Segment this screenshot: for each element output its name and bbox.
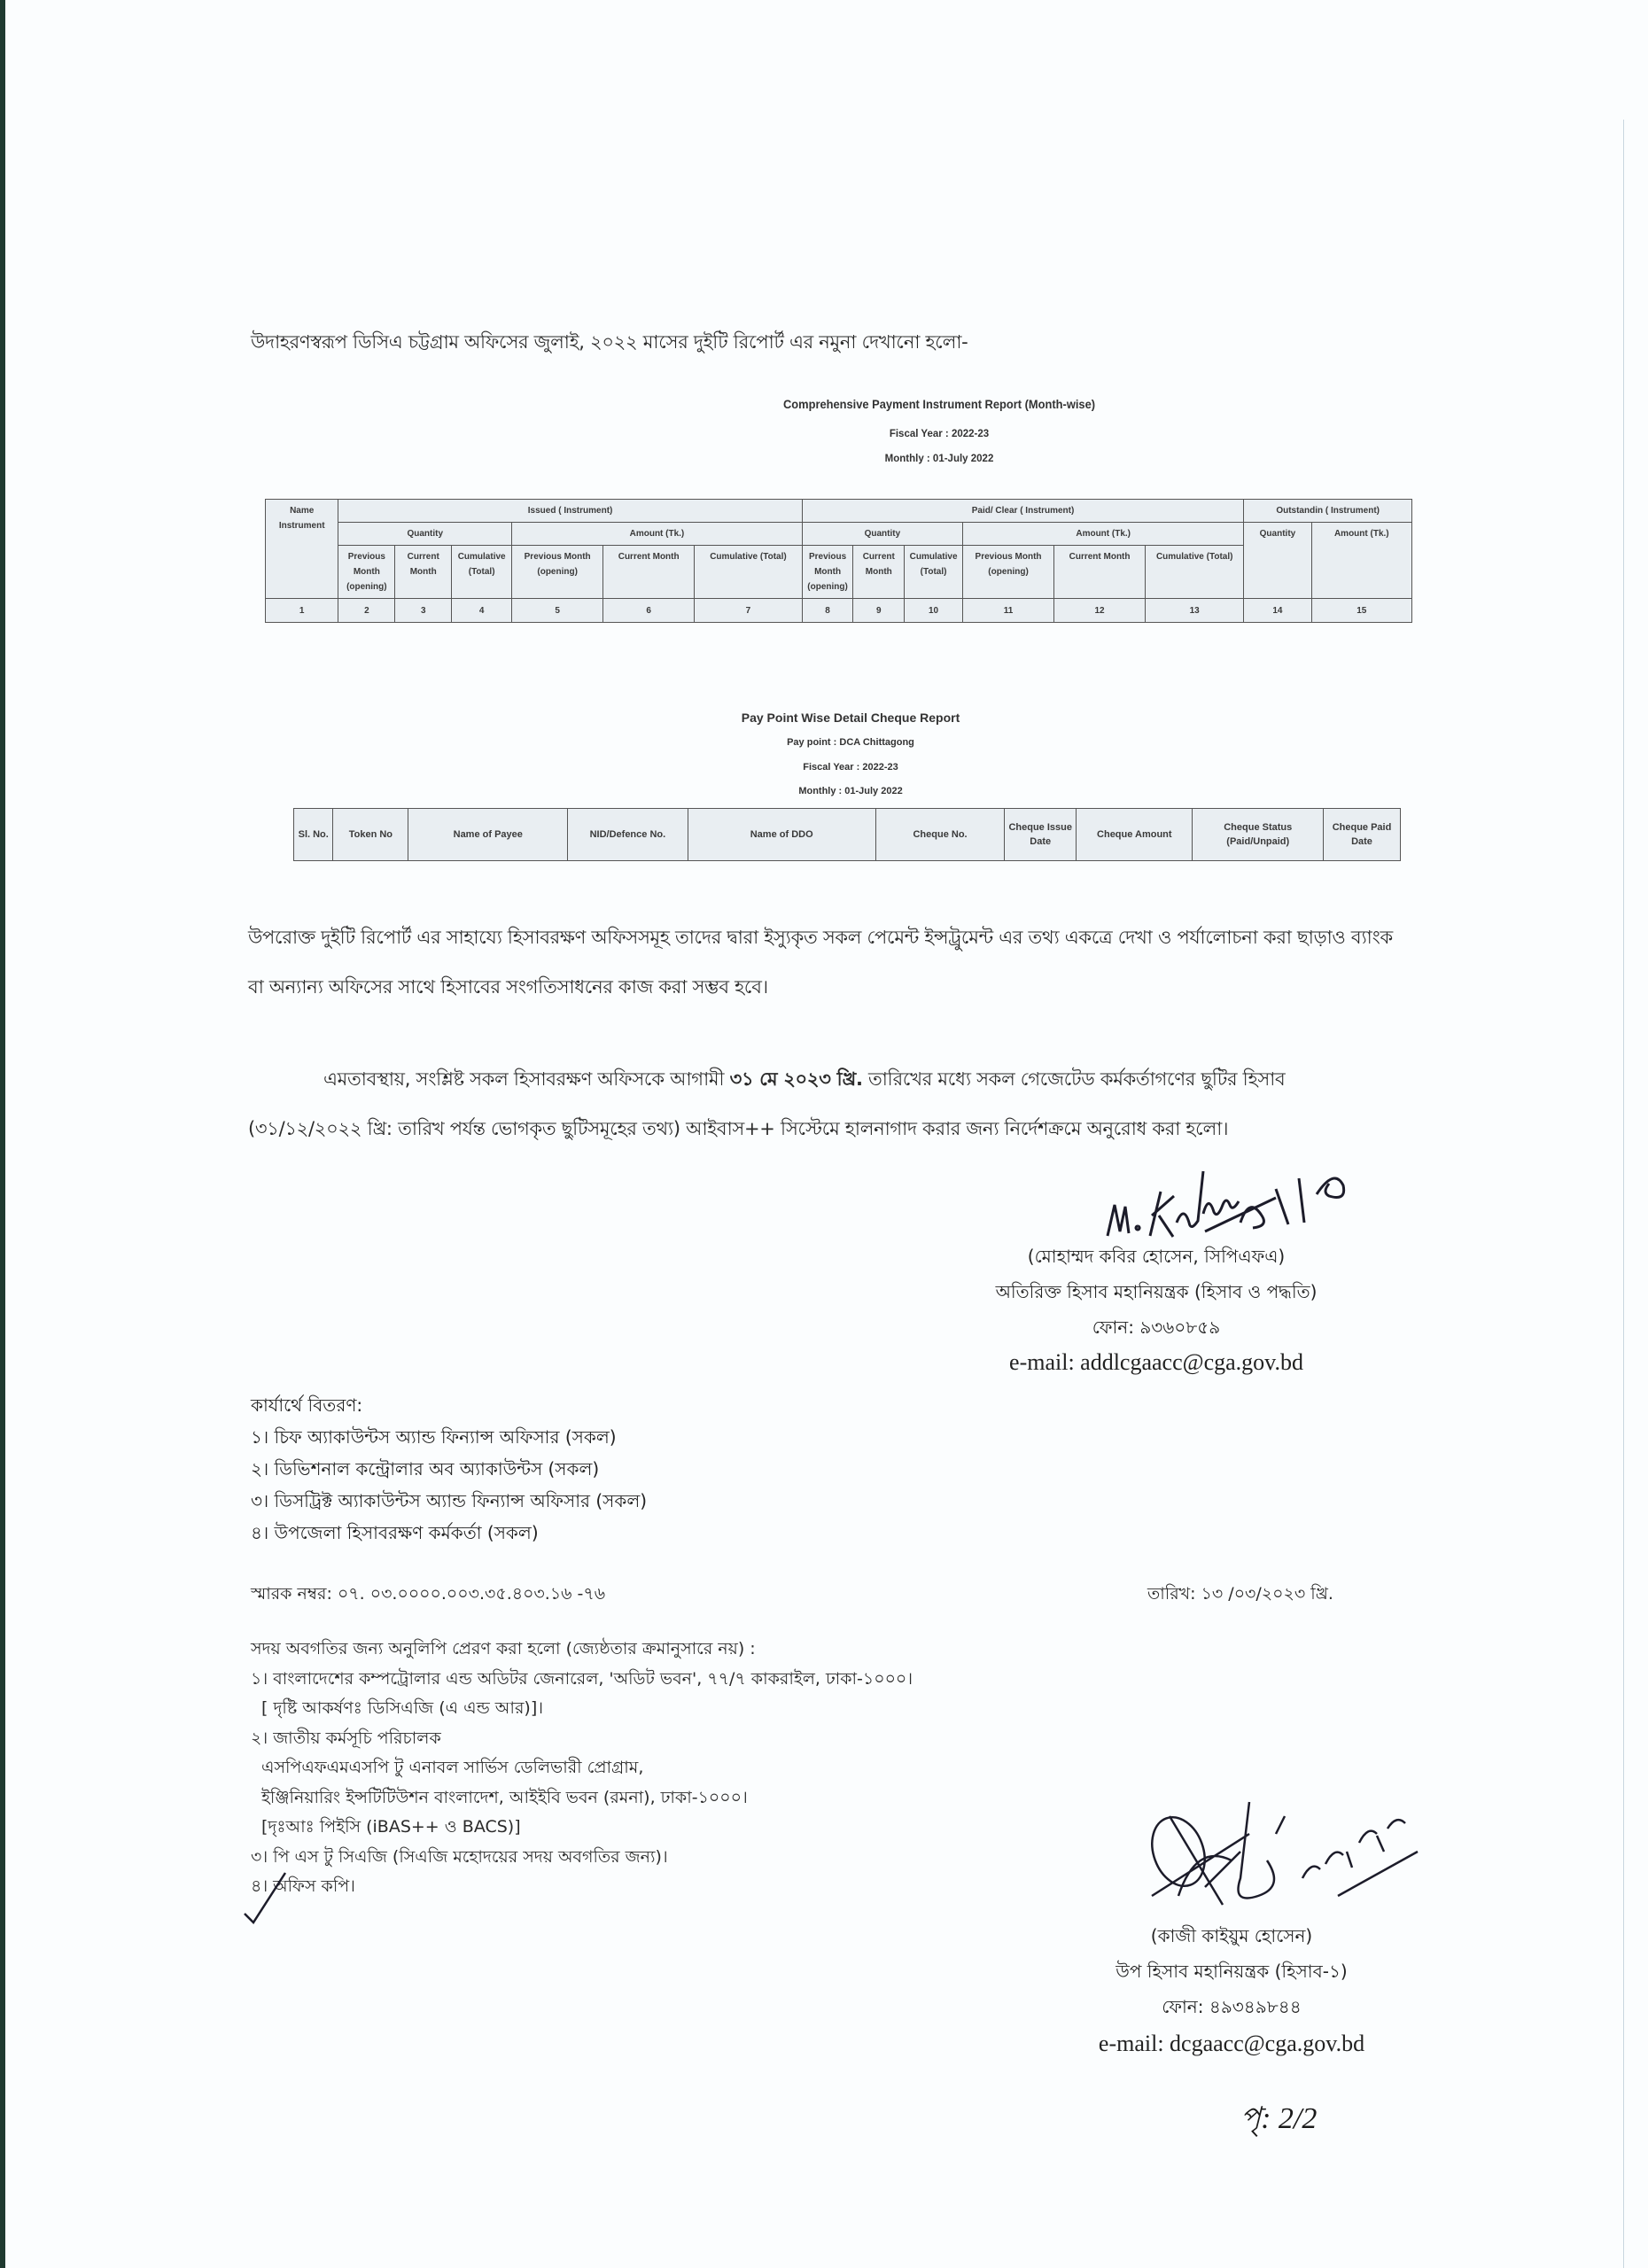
report2-fiscal-year: Fiscal Year : 2022-23 [803, 762, 898, 773]
header-issued-curr-amt: Current Month [603, 546, 695, 599]
header-issued-prev-qty: Previous Month (opening) [338, 546, 395, 599]
column-number: 1 [266, 599, 338, 623]
col-issue-date: Cheque Issue Date [1005, 809, 1077, 861]
header-paid-cum-qty: Cumulative (Total) [905, 546, 963, 599]
report1-monthly: Monthly : 01-July 2022 [884, 454, 994, 464]
col-paid-date: Cheque Paid Date [1324, 809, 1401, 861]
header-issued-cum-qty: Cumulative (Total) [452, 546, 512, 599]
signatory-1-email[interactable]: e-mail: addlcgaacc@cga.gov.bd [1009, 1349, 1303, 1375]
copy-heading: সদয় অবগতির জন্য অনুলিপি প্রেরণ করা হলো (জ্যেষ্ঠতার ক্রমানুসারে নয়) : [251, 1639, 756, 1658]
cheque-report-table [293, 808, 1401, 861]
signature-2-icon [1143, 1798, 1426, 1922]
scan-edge [0, 0, 5, 2268]
memo-date: তারিখ: ১৩ /০৩/২০২৩ খ্রি. [1147, 1584, 1333, 1604]
column-number: 8 [802, 599, 853, 623]
signatory-2-designation: উপ হিসাব মহানিয়ন্ত্রক (হিসাব-১) [1116, 1961, 1348, 1982]
distribution-item: ২। ডিভিশনাল কন্ট্রোলার অব অ্যাকাউন্টস (সকল) [251, 1458, 600, 1480]
signatory-1-phone: ফোন: ৯৩৬০৮৫৯ [1092, 1317, 1221, 1338]
payment-instrument-table [265, 499, 1412, 623]
signatory-1-name: (মোহাম্মদ কবির হোসেন, সিপিএফএ) [1027, 1246, 1286, 1267]
signatory-1-block [913, 1239, 1400, 1380]
copy-line: [ দৃষ্টি আকর্ষণঃ ডিসিএজি (এ এন্ড আর)]। [261, 1698, 544, 1718]
column-number: 7 [695, 599, 803, 623]
header-paid-curr-amt: Current Month [1054, 546, 1146, 599]
column-number: 4 [452, 599, 512, 623]
col-sl-no: Sl. No. [294, 809, 333, 861]
copy-line: ১। বাংলাদেশের কম্পট্রোলার এন্ড অডিটর জেনারেল, 'অডিট ভবন', ৭৭/৭ কাকরাইল, ঢাকা-১০০০। [251, 1668, 913, 1689]
header-issued-prev-amt: Previous Month (opening) [512, 546, 603, 599]
signatory-2-email[interactable]: e-mail: dcgaacc@cga.gov.bd [1098, 2031, 1365, 2056]
distribution-list [251, 1389, 647, 1549]
instruction-text: এমতাবস্থায়, সংশ্লিষ্ট সকল হিসাবরক্ষণ অফিসকে আগামী [323, 1068, 730, 1090]
column-number-row [266, 599, 1412, 623]
copy-line: ইঞ্জিনিয়ারিং ইন্সটিটিউশন বাংলাদেশ, আইইবি ভবন (রমনা), ঢাকা-১০০০। [261, 1787, 748, 1807]
report1-fiscal-year: Fiscal Year : 2022-23 [889, 429, 990, 439]
header-issued-curr-qty: Current Month [395, 546, 452, 599]
col-nid: NID/Defence No. [568, 809, 688, 861]
column-number: 10 [905, 599, 963, 623]
column-number: 2 [338, 599, 395, 623]
distribution-item: ১। চিফ অ্যাকাউন্টস অ্যান্ড ফিন্যান্স অফিসার (সকল) [251, 1426, 617, 1448]
report2-title: Pay Point Wise Detail Cheque Report [741, 711, 960, 725]
column-number: 12 [1054, 599, 1146, 623]
report2-monthly: Monthly : 01-July 2022 [798, 786, 903, 796]
copy-line: ৩। পি এস টু সিএজি (সিএজি মহোদয়ের সদয় অবগতির জন্য)। [251, 1846, 668, 1867]
instruction-text: তারিখের মধ্যে সকল গেজেটেড কর্মকর্তাগণের ছুটির হিসাব (৩১/১২/২০২২ খ্রি: তারিখ পর্যন্ত ভোগকৃত ছুটিসমূহের তথ্য) আইবাস++ সিস্টেমে হালনাগাদ করার জন্য নির্দেশক্রমে অনুরোধ করা হলো। [248, 1068, 1286, 1139]
header-outstanding-amount: Amount (Tk.) [1311, 523, 1411, 599]
deadline-date: ৩১ মে ২০২৩ খ্রি. [729, 1068, 863, 1090]
copy-line: ৪। অফিস কপি। [251, 1876, 355, 1896]
signatory-1-designation: অতিরিক্ত হিসাব মহানিয়ন্ত্রক (হিসাব ও পদ্ধতি) [995, 1281, 1318, 1302]
header-paid-prev-qty: Previous Month (opening) [802, 546, 853, 599]
header-paid-clear: Paid/ Clear ( Instrument) [802, 500, 1244, 523]
cheque-header-row [294, 809, 1401, 861]
col-token-no: Token No [333, 809, 408, 861]
col-ddo-name: Name of DDO [688, 809, 875, 861]
copy-line: ২। জাতীয় কর্মসূচি পরিচালক [251, 1728, 441, 1748]
header-paid-prev-amt: Previous Month (opening) [963, 546, 1054, 599]
header-outstanding-quantity: Quantity [1244, 523, 1311, 599]
header-issued-amount: Amount (Tk.) [512, 523, 803, 546]
report1-title: Comprehensive Payment Instrument Report (Month-wise) [782, 397, 1096, 411]
header-issued: Issued ( Instrument) [338, 500, 802, 523]
copy-list [251, 1635, 913, 1902]
column-number: 11 [963, 599, 1054, 623]
memo-number: স্মারক নম্বর: ০৭. ০৩.০০০০.০০৩.৩৫.৪০৩.১৬ -৭৬ [251, 1584, 606, 1604]
col-cheque-no: Cheque No. [875, 809, 1005, 861]
column-number: 5 [512, 599, 603, 623]
column-number: 6 [603, 599, 695, 623]
column-number: 15 [1311, 599, 1411, 623]
intro-line: উদাহরণস্বরূপ ডিসিএ চট্টগ্রাম অফিসের জুলাই, ২০২২ মাসের দুইটি রিপোর্ট এর নমুনা দেখানো হলো- [251, 331, 968, 353]
signatory-2-phone: ফোন: ৪৯৩৪৯৮৪৪ [1162, 1996, 1302, 2017]
copy-line: এসপিএফএমএসপি টু এনাবল সার্ভিস ডেলিভারী প্রোগ্রাম, [261, 1758, 644, 1777]
column-number: 13 [1146, 599, 1244, 623]
distribution-item: ৩। ডিসট্রিক্ট অ্যাকাউন্টস অ্যান্ড ফিন্যান্স অফিসার (সকল) [251, 1490, 648, 1511]
paragraph-reports-benefit: উপরোক্ত দুইটি রিপোর্ট এর সাহায্যে হিসাবরক্ষণ অফিসসমূহ তাদের দ্বারা ইস্যুকৃত সকল পেমেন্ট ইন্সট্রুমেন্ট এর তথ্য একত্রে দেখা ও পর্যালোচনা করা ছাড়াও ব্যাংক বা অন্যান্য অফিসের সাথে হিসাবের সংগতিসাধনের কাজ করা সম্ভব হবে। [248, 927, 1393, 998]
col-cheque-amount: Cheque Amount [1077, 809, 1193, 861]
column-number: 3 [395, 599, 452, 623]
header-outstanding: Outstandin ( Instrument) [1244, 500, 1412, 523]
column-number: 14 [1244, 599, 1311, 623]
header-paid-cum-amt: Cumulative (Total) [1146, 546, 1244, 599]
signatory-2-name: (কাজী কাইয়ুম হোসেন) [1150, 1925, 1313, 1946]
header-paid-amount: Amount (Tk.) [963, 523, 1244, 546]
header-issued-cum-amt: Cumulative (Total) [695, 546, 803, 599]
header-name-instrument: Name Instrument [266, 500, 338, 599]
distribution-heading: কার্যার্থে বিতরণ: [251, 1394, 363, 1416]
copy-line: [দৃঃআঃ পিইসি (iBAS++ ও BACS)] [261, 1817, 521, 1837]
report2-pay-point: Pay point : DCA Chittagong [787, 737, 914, 748]
header-paid-curr-qty: Current Month [853, 546, 905, 599]
col-payee-name: Name of Payee [408, 809, 568, 861]
checkmark-icon [241, 1869, 294, 1931]
column-number: 9 [853, 599, 905, 623]
signatory-2-block [1037, 1918, 1426, 2063]
col-cheque-status: Cheque Status (Paid/Unpaid) [1193, 809, 1324, 861]
header-paid-quantity: Quantity [802, 523, 962, 546]
page-number: পৃ: 2/2 [1240, 2102, 1318, 2135]
distribution-item: ৪। উপজেলা হিসাবরক্ষণ কর্মকর্তা (সকল) [251, 1522, 539, 1543]
header-issued-quantity: Quantity [338, 523, 512, 546]
page-fold-line [1623, 120, 1624, 2268]
paragraph-instruction [248, 1054, 1395, 1153]
